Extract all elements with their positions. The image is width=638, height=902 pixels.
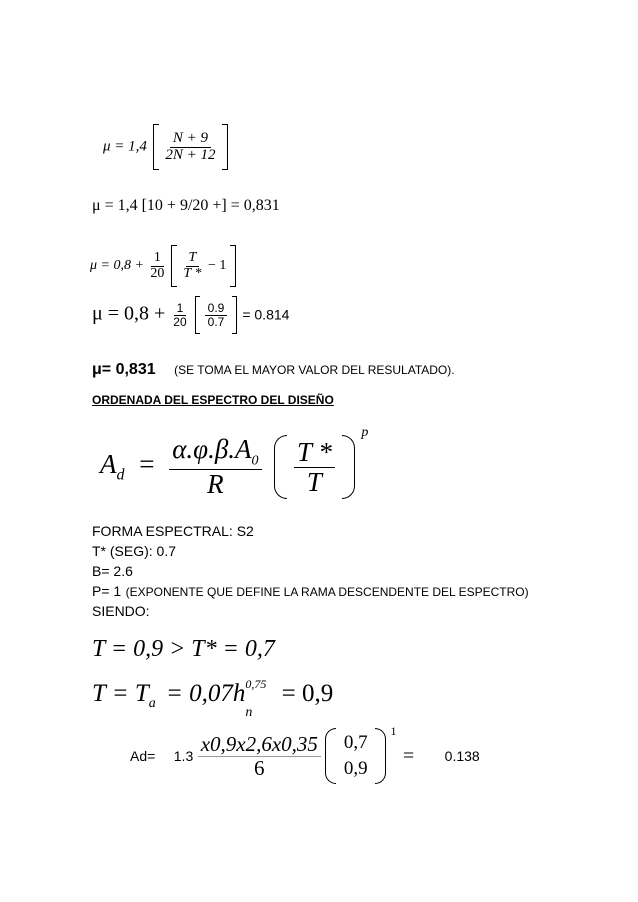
eq5-paren-fraction: [294, 438, 335, 496]
eq3-f2-den: T *: [183, 265, 202, 281]
ad-label: Ad=: [130, 748, 156, 764]
eq3-lhs: μ = 0,8 +: [90, 258, 144, 274]
ad-pden: 0,9: [343, 758, 368, 779]
eq7-b: = 0,07h 0,75 n: [165, 677, 267, 720]
param-p-note: (EXPONENTE QUE DEFINE LA RAMA DESCENDENTE DEL ESPECTRO): [125, 585, 529, 599]
left-paren: [325, 728, 336, 784]
ad-fraction: [198, 733, 321, 778]
eq5-pden: T: [306, 466, 322, 497]
eq4-fraction-2: [205, 302, 228, 328]
eq4-f1-den: 20: [173, 314, 187, 329]
eq7-c: = 0,9: [281, 680, 334, 707]
eq5-pnum: T *: [294, 438, 335, 467]
eq4-f2-num: 0.9: [205, 302, 228, 316]
right-paren: [375, 728, 386, 784]
param-siendo: SIENDO:: [92, 603, 150, 619]
equation-mu-formula-1: [103, 124, 228, 170]
eq7-a: $T = T_a$: [92, 680, 156, 711]
eq4-fraction-1: [170, 302, 189, 328]
eq3-f1-num: 1: [151, 251, 164, 267]
equation-ad-calc: [130, 724, 480, 784]
left-bracket: [195, 296, 200, 334]
eq1-denominator: 2N + 12: [165, 146, 216, 163]
eq4-result: = 0.814: [242, 306, 290, 323]
eq1-lhs: μ = 1,4: [103, 138, 147, 155]
eq4-f1-num: 1: [174, 302, 187, 316]
equation-period-comparison: T = 0,9 > T* = 0,7: [92, 636, 275, 662]
left-paren: [274, 435, 287, 499]
ad-numerator: x0,9x2,6x0,35: [198, 733, 321, 756]
equation-mu-result-1: μ = 1,4 [10 + 9/20 +] = 0,831: [92, 197, 280, 214]
result-bold: μ= 0,831: [92, 361, 156, 378]
eq3-fraction-2: [180, 251, 204, 281]
eq1-numerator: N + 9: [170, 131, 211, 148]
param-b: B= 2.6: [92, 563, 133, 579]
eq4-lhs: μ = 0,8 +: [92, 302, 166, 325]
eq5-lhs: $A_d$: [100, 449, 125, 484]
eq5-exponent: p: [361, 425, 369, 440]
eq3-fraction-1: [147, 251, 167, 281]
section-heading: ORDENADA DEL ESPECTRO DEL DISEÑO: [92, 393, 334, 407]
ad-coef: 1.3: [173, 748, 194, 764]
equation-period-value: [92, 677, 334, 720]
param-p-main: P= 1: [92, 583, 122, 599]
right-bracket: [232, 296, 237, 334]
ad-paren-fraction: [341, 733, 371, 779]
ad-denominator: 6: [254, 755, 265, 780]
param-spectral-form: FORMA ESPECTRAL: S2: [92, 523, 254, 539]
param-t-star: T* (SEG): 0.7: [92, 543, 177, 559]
eq5-denominator: R: [207, 469, 224, 500]
eq5-equals: =: [139, 449, 155, 480]
eq3-f2-num: T: [186, 251, 200, 267]
eq4-f2-den: 0.7: [207, 314, 225, 329]
right-paren: [342, 435, 355, 499]
ad-exponent: 1: [390, 724, 397, 738]
ad-result: 0.138: [444, 748, 480, 764]
equation-mu-result-2: [92, 296, 289, 334]
eq1-fraction: [162, 131, 218, 164]
right-bracket: [222, 124, 228, 170]
right-bracket: [230, 245, 236, 287]
equation-mu-formula-2: [90, 245, 236, 287]
left-bracket: [171, 245, 177, 287]
result-line: [92, 361, 455, 379]
eq5-fraction: [169, 435, 261, 498]
eq3-tail: − 1: [207, 258, 227, 274]
eq5-numerator: $\alpha.\varphi.\beta.A_0$: [169, 435, 261, 470]
ad-pnum: 0,7: [343, 732, 368, 754]
equation-ordinate-formula: [100, 425, 369, 500]
eq3-f1-den: 20: [150, 265, 165, 281]
left-bracket: [153, 124, 159, 170]
param-p: [92, 583, 529, 601]
result-note: (SE TOMA EL MAYOR VALOR DEL RESULATADO).: [174, 363, 455, 377]
ad-equals: =: [402, 744, 415, 767]
